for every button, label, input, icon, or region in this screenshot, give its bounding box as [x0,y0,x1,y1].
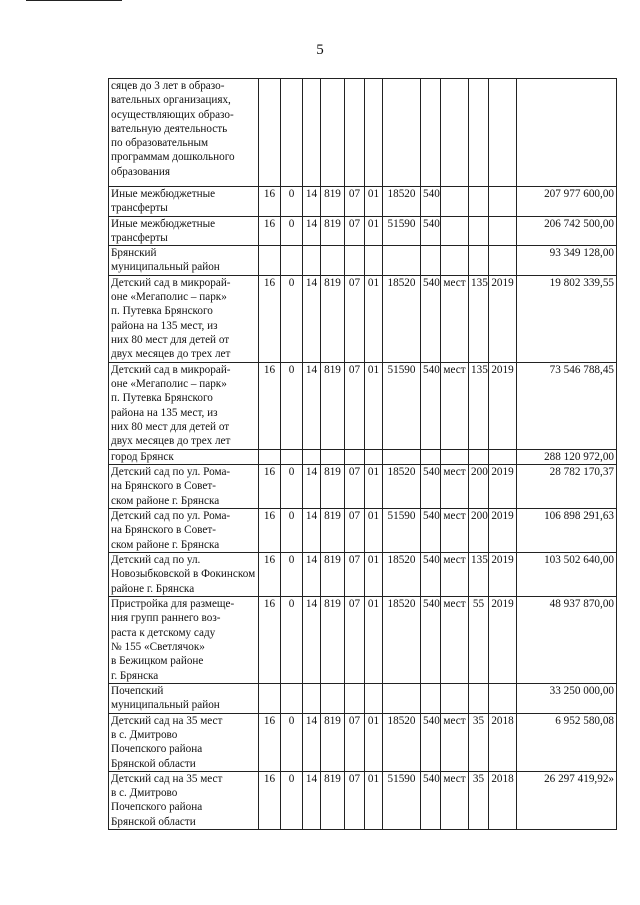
code-cell-c3: 14 [303,216,321,246]
code-cell-c11: 2019 [489,275,517,362]
table-row [109,362,617,449]
table-row [109,509,617,553]
code-cell-c7 [383,246,421,276]
code-cell-c3: 14 [303,275,321,362]
code-cell-c4: 819 [321,509,345,553]
code-cell-c6 [365,246,383,276]
code-cell-c5: 07 [345,275,365,362]
code-cell-c11: 2018 [489,713,517,771]
code-cell-c11: 2019 [489,465,517,509]
code-cell-c7: 51590 [383,216,421,246]
code-cell-c3: 14 [303,553,321,597]
code-cell-c4: 819 [321,362,345,449]
code-cell-c1: 16 [259,713,281,771]
code-cell-c6 [365,449,383,464]
code-cell-c6: 01 [365,509,383,553]
code-cell-c4: 819 [321,597,345,684]
code-cell-c10 [469,449,489,464]
code-cell-c2: 0 [281,597,303,684]
code-cell-c2: 0 [281,771,303,829]
code-cell-c11: 2019 [489,597,517,684]
code-cell-c4 [321,79,345,187]
code-cell-c8: 540 [421,187,441,217]
code-cell-c3: 14 [303,771,321,829]
table-row [109,79,617,187]
code-cell-c10 [469,684,489,714]
code-cell-c8: 540 [421,713,441,771]
code-cell-c9 [441,187,469,217]
row-name-cell: Почепский муниципальный район [109,684,259,714]
code-cell-c9: мест [441,597,469,684]
code-cell-c10: 55 [469,597,489,684]
table-row [109,771,617,829]
code-cell-c7: 51590 [383,362,421,449]
code-cell-c1: 16 [259,509,281,553]
table-row [109,216,617,246]
row-name-cell: город Брянск [109,449,259,464]
code-cell-c5: 07 [345,771,365,829]
code-cell-c1: 16 [259,275,281,362]
code-cell-c11: 2019 [489,553,517,597]
code-cell-c10: 35 [469,771,489,829]
code-cell-c5: 07 [345,362,365,449]
code-cell-c6 [365,684,383,714]
code-cell-c7: 18520 [383,465,421,509]
code-cell-c2 [281,246,303,276]
amount-cell: 26 297 419,92» [517,771,617,829]
code-cell-c7: 18520 [383,597,421,684]
row-name-cell: Иные межбюджетные трансферты [109,216,259,246]
code-cell-c2 [281,79,303,187]
amount-cell: 6 952 580,08 [517,713,617,771]
code-cell-c9 [441,216,469,246]
code-cell-c8 [421,684,441,714]
code-cell-c8: 540 [421,362,441,449]
code-cell-c5: 07 [345,509,365,553]
code-cell-c11 [489,246,517,276]
budget-table [108,78,617,830]
code-cell-c8: 540 [421,771,441,829]
code-cell-c7: 18520 [383,713,421,771]
code-cell-c2: 0 [281,362,303,449]
code-cell-c10: 135 [469,362,489,449]
code-cell-c2: 0 [281,187,303,217]
header-rule [26,0,122,1]
code-cell-c10: 200 [469,465,489,509]
code-cell-c10: 135 [469,553,489,597]
code-cell-c7: 18520 [383,553,421,597]
code-cell-c8: 540 [421,465,441,509]
code-cell-c8: 540 [421,275,441,362]
code-cell-c9: мест [441,362,469,449]
code-cell-c10: 35 [469,713,489,771]
code-cell-c9 [441,246,469,276]
amount-cell: 106 898 291,63 [517,509,617,553]
code-cell-c9 [441,449,469,464]
code-cell-c4: 819 [321,771,345,829]
row-name-cell: Детский сад на 35 мест в с. Дмитрово Почепского района Брянской области [109,771,259,829]
code-cell-c11 [489,187,517,217]
code-cell-c5 [345,684,365,714]
code-cell-c5: 07 [345,553,365,597]
code-cell-c9: мест [441,275,469,362]
table-row [109,553,617,597]
code-cell-c2: 0 [281,553,303,597]
code-cell-c1: 16 [259,216,281,246]
code-cell-c6: 01 [365,771,383,829]
code-cell-c1: 16 [259,597,281,684]
code-cell-c4: 819 [321,553,345,597]
code-cell-c4: 819 [321,187,345,217]
amount-cell: 288 120 972,00 [517,449,617,464]
code-cell-c1 [259,246,281,276]
code-cell-c7 [383,449,421,464]
code-cell-c8: 540 [421,509,441,553]
code-cell-c7: 18520 [383,275,421,362]
amount-cell [517,79,617,187]
table-row [109,246,617,276]
code-cell-c11: 2019 [489,362,517,449]
code-cell-c8: 540 [421,216,441,246]
code-cell-c2: 0 [281,216,303,246]
code-cell-c5: 07 [345,713,365,771]
code-cell-c1 [259,684,281,714]
code-cell-c11: 2018 [489,771,517,829]
amount-cell: 206 742 500,00 [517,216,617,246]
code-cell-c10 [469,187,489,217]
code-cell-c4: 819 [321,713,345,771]
code-cell-c11 [489,216,517,246]
code-cell-c4 [321,449,345,464]
code-cell-c9 [441,79,469,187]
code-cell-c4 [321,246,345,276]
code-cell-c3: 14 [303,465,321,509]
code-cell-c1: 16 [259,187,281,217]
code-cell-c5 [345,246,365,276]
code-cell-c1: 16 [259,465,281,509]
code-cell-c9 [441,684,469,714]
code-cell-c5 [345,449,365,464]
code-cell-c3 [303,246,321,276]
code-cell-c8 [421,449,441,464]
code-cell-c8: 540 [421,597,441,684]
row-name-cell: Брянский муниципальный район [109,246,259,276]
row-name-cell: Детский сад в микрорай- оне «Мегаполис – парк» п. Путевка Брянского района на 135 мест, из них 80 мест для детей от двух месяцев до трех лет [109,275,259,362]
code-cell-c2 [281,449,303,464]
amount-cell: 103 502 640,00 [517,553,617,597]
code-cell-c6 [365,79,383,187]
code-cell-c9: мест [441,713,469,771]
table-row [109,449,617,464]
code-cell-c4: 819 [321,275,345,362]
code-cell-c2: 0 [281,713,303,771]
row-name-cell: Детский сад по ул. Новозыбковской в Фокинском районе г. Брянска [109,553,259,597]
code-cell-c7: 51590 [383,771,421,829]
code-cell-c6: 01 [365,275,383,362]
code-cell-c7 [383,79,421,187]
code-cell-c1: 16 [259,362,281,449]
code-cell-c11 [489,449,517,464]
code-cell-c2: 0 [281,509,303,553]
code-cell-c1: 16 [259,553,281,597]
code-cell-c5: 07 [345,187,365,217]
code-cell-c3: 14 [303,362,321,449]
row-name-cell: Детский сад по ул. Рома- на Брянского в Совет- ском районе г. Брянска [109,509,259,553]
amount-cell: 28 782 170,37 [517,465,617,509]
code-cell-c9: мест [441,465,469,509]
code-cell-c3: 14 [303,597,321,684]
code-cell-c7: 51590 [383,509,421,553]
code-cell-c8 [421,246,441,276]
row-name-cell: Детский сад на 35 мест в с. Дмитрово Почепского района Брянской области [109,713,259,771]
table-row [109,275,617,362]
amount-cell: 73 546 788,45 [517,362,617,449]
code-cell-c5: 07 [345,597,365,684]
code-cell-c10: 135 [469,275,489,362]
code-cell-c6: 01 [365,553,383,597]
row-name-cell: Пристройка для размеще- ния групп раннего воз- раста к детскому саду № 155 «Светлячок» в Бежицком районе г. Брянска [109,597,259,684]
code-cell-c5 [345,79,365,187]
code-cell-c11 [489,684,517,714]
code-cell-c3 [303,449,321,464]
amount-cell: 33 250 000,00 [517,684,617,714]
code-cell-c11 [489,79,517,187]
code-cell-c4: 819 [321,465,345,509]
table-row [109,713,617,771]
code-cell-c11: 2019 [489,509,517,553]
code-cell-c10 [469,216,489,246]
code-cell-c5: 07 [345,216,365,246]
table-row [109,597,617,684]
row-name-cell: Детский сад в микрорай- оне «Мегаполис – парк» п. Путевка Брянского района на 135 мест, из них 80 мест для детей от двух месяцев до трех лет [109,362,259,449]
code-cell-c6: 01 [365,597,383,684]
table-row [109,465,617,509]
code-cell-c8 [421,79,441,187]
code-cell-c3: 14 [303,509,321,553]
code-cell-c5: 07 [345,465,365,509]
code-cell-c8: 540 [421,553,441,597]
code-cell-c1: 16 [259,771,281,829]
table-row [109,684,617,714]
amount-cell: 19 802 339,55 [517,275,617,362]
code-cell-c3 [303,79,321,187]
code-cell-c2: 0 [281,275,303,362]
code-cell-c3: 14 [303,187,321,217]
code-cell-c4: 819 [321,216,345,246]
code-cell-c7: 18520 [383,187,421,217]
code-cell-c9: мест [441,509,469,553]
code-cell-c9: мест [441,553,469,597]
code-cell-c2 [281,684,303,714]
code-cell-c6: 01 [365,465,383,509]
code-cell-c10 [469,246,489,276]
code-cell-c3: 14 [303,713,321,771]
code-cell-c9: мест [441,771,469,829]
code-cell-c6: 01 [365,216,383,246]
code-cell-c1 [259,449,281,464]
code-cell-c4 [321,684,345,714]
code-cell-c2: 0 [281,465,303,509]
code-cell-c6: 01 [365,187,383,217]
row-name-cell: Детский сад по ул. Рома- на Брянского в Совет- ском районе г. Брянска [109,465,259,509]
code-cell-c7 [383,684,421,714]
code-cell-c6: 01 [365,713,383,771]
amount-cell: 48 937 870,00 [517,597,617,684]
code-cell-c3 [303,684,321,714]
row-name-cell: Иные межбюджетные трансферты [109,187,259,217]
code-cell-c1 [259,79,281,187]
code-cell-c10: 200 [469,509,489,553]
amount-cell: 207 977 600,00 [517,187,617,217]
table-row [109,187,617,217]
amount-cell: 93 349 128,00 [517,246,617,276]
page-number: 5 [316,42,324,58]
code-cell-c6: 01 [365,362,383,449]
code-cell-c10 [469,79,489,187]
row-name-cell: сяцев до 3 лет в образо- вательных организациях, осуществляющих образо- вательную деятельность по образовательным программам дошкольного образования [109,79,259,187]
